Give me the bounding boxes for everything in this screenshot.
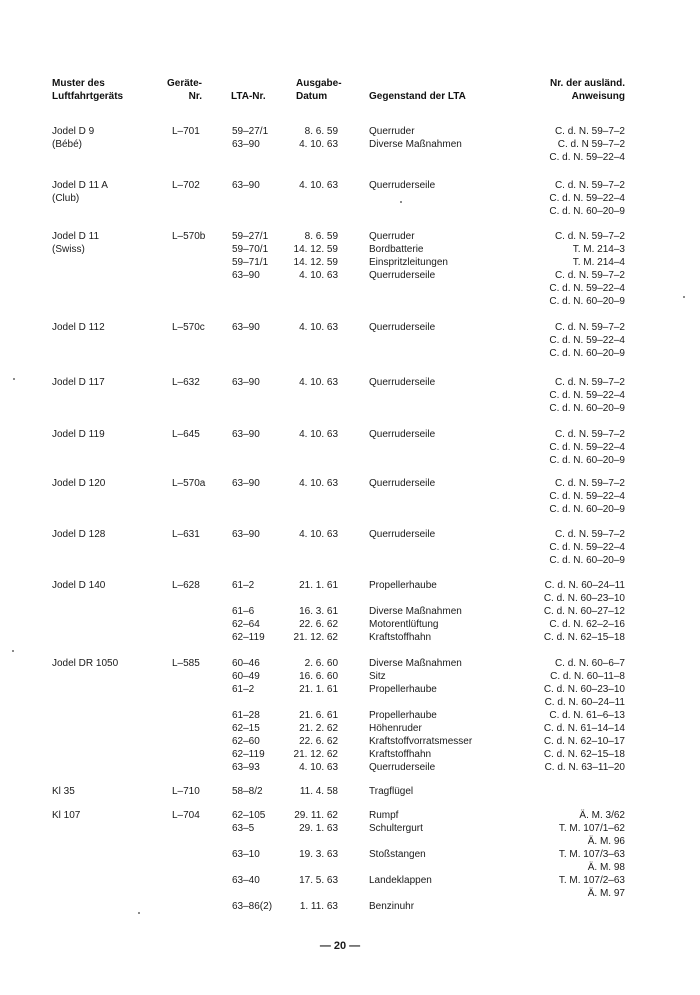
lta-nr: 62–119	[232, 749, 265, 760]
auslaend-anweisung: C. d. N. 60–24–11	[544, 580, 625, 591]
ausgabe-datum: 11. 4. 58	[299, 786, 338, 797]
lta-nr: 63–90	[232, 377, 260, 388]
gegenstand: Bordbatterie	[369, 244, 424, 255]
geraete-nr: L–585	[172, 658, 200, 669]
auslaend-anweisung: C. d. N. 60–20–9	[549, 455, 625, 466]
lta-nr: 61–2	[232, 684, 255, 695]
lta-nr: 59–27/1	[232, 231, 269, 242]
auslaend-anweisung: C. d. N. 60–6–7	[554, 658, 625, 669]
auslaend-anweisung: C. d. N. 59–22–4	[549, 335, 625, 346]
ausgabe-datum: 21. 12. 62	[293, 632, 338, 643]
geraete-nr: L–631	[172, 529, 200, 540]
auslaend-anweisung: T. M. 107/1–62	[558, 823, 625, 834]
auslaend-anweisung: C. d. N. 62–10–17	[543, 736, 625, 747]
gegenstand: Höhenruder	[369, 723, 422, 734]
scan-speck	[138, 912, 140, 914]
ausgabe-datum: 22. 6. 62	[299, 736, 338, 747]
ausgabe-datum: 4. 10. 63	[299, 180, 338, 191]
aircraft-name: (Club)	[52, 193, 80, 204]
ausgabe-datum: 21. 1. 61	[299, 580, 338, 591]
gegenstand: Landeklappen	[369, 875, 432, 886]
auslaend-anweisung: C. d. N. 59–7–2	[554, 180, 625, 191]
ausgabe-datum: 21. 1. 61	[299, 684, 338, 695]
ausgabe-datum: 4. 10. 63	[299, 762, 338, 773]
gegenstand: Diverse Maßnahmen	[369, 139, 462, 150]
auslaend-anweisung: T. M. 107/2–63	[558, 875, 625, 886]
scan-speck	[12, 650, 14, 652]
auslaend-anweisung: C. d. N. 60–23–10	[543, 593, 625, 604]
page-number: — 20 —	[319, 940, 361, 952]
lta-nr: 62–105	[232, 810, 266, 821]
ausgabe-datum: 14. 12. 59	[293, 257, 338, 268]
header-lta-label: LTA-Nr.	[231, 91, 266, 102]
lta-nr: 63–90	[232, 429, 260, 440]
ausgabe-datum: 4. 10. 63	[299, 478, 338, 489]
lta-nr: 63–90	[232, 478, 260, 489]
auslaend-anweisung: C. d. N. 61–14–14	[543, 723, 625, 734]
header-ausgabe-line1: Ausgabe-	[296, 78, 342, 89]
lta-nr: 60–46	[232, 658, 260, 669]
scan-speck	[400, 201, 402, 203]
aircraft-name: Kl 35	[52, 786, 75, 797]
gegenstand: Propellerhaube	[369, 580, 437, 591]
ausgabe-datum: 1. 11. 63	[299, 901, 338, 912]
ausgabe-datum: 29. 1. 63	[299, 823, 338, 834]
auslaend-anweisung: C. d. N. 59–22–4	[549, 491, 625, 502]
gegenstand: Einspritzleitungen	[369, 257, 448, 268]
auslaend-anweisung: Ä. M. 98	[587, 862, 625, 873]
gegenstand: Kraftstoffvorratsmesser	[369, 736, 473, 747]
auslaend-anweisung: C. d. N. 60–24–11	[544, 697, 625, 708]
gegenstand: Querruderseile	[369, 478, 436, 489]
lta-nr: 63–93	[232, 762, 260, 773]
aircraft-name: Jodel D 112	[52, 322, 105, 333]
gegenstand: Querruderseile	[369, 529, 436, 540]
lta-nr: 62–60	[232, 736, 260, 747]
gegenstand: Querruder	[369, 231, 415, 242]
ausgabe-datum: 4. 10. 63	[299, 322, 338, 333]
ausgabe-datum: 21. 6. 61	[299, 710, 338, 721]
lta-nr: 63–40	[232, 875, 260, 886]
gegenstand: Schultergurt	[369, 823, 423, 834]
ausgabe-datum: 4. 10. 63	[299, 429, 338, 440]
lta-nr: 59–27/1	[232, 126, 269, 137]
auslaend-anweisung: C. d. N. 59–7–2	[554, 478, 625, 489]
aircraft-name: Jodel D 140	[52, 580, 106, 591]
aircraft-name: Jodel D 128	[52, 529, 106, 540]
auslaend-anweisung: C. d. N. 60–20–9	[549, 504, 625, 515]
ausgabe-datum: 29. 11. 62	[294, 810, 338, 821]
geraete-nr: L–570b	[172, 231, 206, 242]
auslaend-anweisung: C. d. N. 59–22–4	[549, 193, 625, 204]
auslaend-anweisung: C. d. N. 60–20–9	[549, 206, 625, 217]
lta-nr: 60–49	[232, 671, 260, 682]
ausgabe-datum: 8. 6. 59	[304, 126, 338, 137]
aircraft-name: Jodel D 9	[52, 126, 95, 137]
auslaend-anweisung: C. d. N 59–7–2	[557, 139, 625, 150]
auslaend-anweisung: C. d. N. 59–7–2	[554, 231, 625, 242]
ausgabe-datum: 4. 10. 63	[299, 377, 338, 388]
auslaend-anweisung: C. d. N. 59–7–2	[554, 126, 625, 137]
gegenstand: Stoßstangen	[369, 849, 426, 860]
gegenstand: Querruderseile	[369, 322, 436, 333]
auslaend-anweisung: C. d. N. 59–22–4	[549, 283, 625, 294]
aircraft-name: Kl 107	[52, 810, 81, 821]
auslaend-anweisung: Ä. M. 96	[587, 836, 625, 847]
gegenstand: Querruderseile	[369, 429, 436, 440]
ausgabe-datum: 4. 10. 63	[299, 139, 338, 150]
auslaend-anweisung: Ä. M. 3/62	[579, 810, 625, 821]
auslaend-anweisung: C. d. N. 61–6–13	[549, 710, 625, 721]
gegenstand: Sitz	[369, 671, 386, 682]
auslaend-anweisung: C. d. N. 59–7–2	[554, 529, 625, 540]
auslaend-anweisung: C. d. N. 59–22–4	[549, 152, 625, 163]
auslaend-anweisung: C. d. N. 62–2–16	[549, 619, 625, 630]
gegenstand: Tragflügel	[369, 786, 414, 797]
auslaend-anweisung: C. d. N. 60–20–9	[549, 555, 625, 566]
lta-nr: 63–90	[232, 139, 260, 150]
auslaend-anweisung: C. d. N. 60–23–10	[543, 684, 625, 695]
aircraft-name: Jodel D 119	[52, 429, 105, 440]
aircraft-name: Jodel D 120	[52, 478, 106, 489]
lta-nr: 59–71/1	[232, 257, 269, 268]
auslaend-anweisung: Ä. M. 97	[587, 888, 625, 899]
gegenstand: Rumpf	[369, 810, 399, 821]
geraete-nr: L–628	[172, 580, 200, 591]
auslaend-anweisung: C. d. N. 59–7–2	[554, 429, 625, 440]
header-geraete-line1: Geräte-	[166, 78, 202, 89]
geraete-nr: L–645	[172, 429, 200, 440]
ausgabe-datum: 17. 5. 63	[299, 875, 338, 886]
gegenstand: Propellerhaube	[369, 684, 437, 695]
gegenstand: Motorentlüftung	[369, 619, 439, 630]
aircraft-name: (Bébé)	[52, 139, 83, 150]
gegenstand: Propellerhaube	[369, 710, 437, 721]
header-nr-line2: Anweisung	[571, 90, 625, 102]
lta-nr: 63–90	[232, 322, 260, 333]
ausgabe-datum: 21. 12. 62	[293, 749, 338, 760]
ausgabe-datum: 16. 6. 60	[299, 671, 338, 682]
gegenstand: Kraftstoffhahn	[369, 749, 432, 760]
header-geraete-line2: Nr.	[188, 90, 202, 102]
ausgabe-datum: 21. 2. 62	[299, 723, 338, 734]
ausgabe-datum: 4. 10. 63	[299, 270, 338, 281]
gegenstand: Kraftstoffhahn	[369, 632, 432, 643]
lta-nr: 63–10	[232, 849, 260, 860]
geraete-nr: L–701	[172, 126, 200, 137]
gegenstand: Diverse Maßnahmen	[369, 658, 462, 669]
aircraft-name: Jodel D 11	[52, 231, 100, 242]
auslaend-anweisung: C. d. N. 60–27–12	[543, 606, 625, 617]
lta-nr: 62–64	[232, 619, 260, 630]
aircraft-name: (Swiss)	[52, 244, 85, 255]
scan-speck	[13, 378, 15, 380]
geraete-nr: L–704	[172, 810, 200, 821]
lta-nr: 61–2	[232, 580, 255, 591]
lta-nr: 58–8/2	[232, 786, 263, 797]
scan-speck	[683, 296, 685, 298]
ausgabe-datum: 8. 6. 59	[304, 231, 338, 242]
geraete-nr: L–632	[172, 377, 200, 388]
geraete-nr: L–570c	[172, 322, 205, 333]
lta-nr: 59–70/1	[232, 244, 269, 255]
auslaend-anweisung: T. M. 107/3–63	[558, 849, 625, 860]
gegenstand: Benzinuhr	[369, 901, 415, 912]
ausgabe-datum: 4. 10. 63	[299, 529, 338, 540]
lta-nr: 61–6	[232, 606, 255, 617]
auslaend-anweisung: C. d. N. 62–15–18	[543, 632, 625, 643]
header-nr-line1: Nr. der ausländ.	[549, 78, 625, 89]
auslaend-anweisung: C. d. N. 59–7–2	[554, 322, 625, 333]
ausgabe-datum: 19. 3. 63	[299, 849, 338, 860]
lta-nr: 62–119	[232, 632, 265, 643]
auslaend-anweisung: C. d. N. 59–22–4	[549, 442, 625, 453]
header-muster-line1: Muster des	[52, 78, 105, 89]
aircraft-name: Jodel D 11 A	[52, 180, 108, 191]
auslaend-anweisung: C. d. N. 59–22–4	[549, 542, 625, 553]
aircraft-name: Jodel DR 1050	[52, 658, 119, 669]
ausgabe-datum: 22. 6. 62	[299, 619, 338, 630]
ausgabe-datum: 14. 12. 59	[293, 244, 338, 255]
header-ausgabe-line2: Datum	[296, 90, 328, 102]
auslaend-anweisung: C. d. N. 60–20–9	[549, 348, 625, 359]
gegenstand: Querruderseile	[369, 762, 436, 773]
auslaend-anweisung: T. M. 214–3	[572, 244, 625, 255]
auslaend-anweisung: C. d. N. 63–11–20	[544, 762, 625, 773]
gegenstand: Querruder	[369, 126, 415, 137]
auslaend-anweisung: C. d. N. 62–15–18	[543, 749, 625, 760]
gegenstand: Diverse Maßnahmen	[369, 606, 462, 617]
lta-nr: 61–28	[232, 710, 260, 721]
auslaend-anweisung: C. d. N. 59–22–4	[549, 390, 625, 401]
gegenstand: Querruderseile	[369, 270, 436, 281]
geraete-nr: L–570a	[172, 478, 206, 489]
lta-nr: 63–5	[232, 823, 255, 834]
gegenstand: Querruderseile	[369, 377, 436, 388]
ausgabe-datum: 2. 6. 60	[304, 658, 338, 669]
gegenstand: Querruderseile	[369, 180, 436, 191]
auslaend-anweisung: C. d. N. 60–20–9	[549, 403, 625, 414]
geraete-nr: L–702	[172, 180, 200, 191]
auslaend-anweisung: T. M. 214–4	[572, 257, 625, 268]
lta-nr: 63–90	[232, 180, 260, 191]
auslaend-anweisung: C. d. N. 60–20–9	[549, 296, 625, 307]
ausgabe-datum: 16. 3. 61	[299, 606, 338, 617]
header-gegenstand-label: Gegenstand der LTA	[369, 91, 466, 102]
header-muster-line2: Luftfahrtgeräts	[52, 90, 124, 102]
lta-nr: 62–15	[232, 723, 260, 734]
auslaend-anweisung: C. d. N. 59–7–2	[554, 377, 625, 388]
auslaend-anweisung: C. d. N. 59–7–2	[554, 270, 625, 281]
auslaend-anweisung: C. d. N. 60–11–8	[550, 671, 625, 682]
aircraft-name: Jodel D 117	[52, 377, 105, 388]
lta-nr: 63–86(2)	[232, 901, 273, 912]
geraete-nr: L–710	[172, 786, 200, 797]
lta-nr: 63–90	[232, 270, 260, 281]
lta-nr: 63–90	[232, 529, 260, 540]
